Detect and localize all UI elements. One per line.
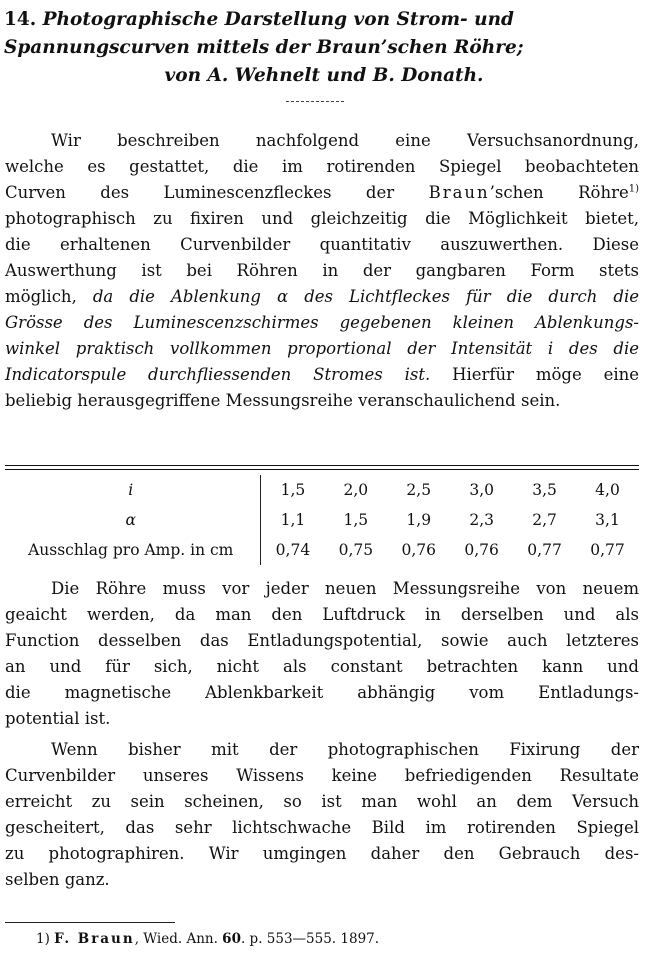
measurement-table (5, 475, 639, 565)
paragraph-1: Wir beschreiben nachfolgend eine Versuchsanordnung, welche es gestattet, die im rotirenden Spiegel beobachteten Curven des Luminescenzfleckes der Braun’schen Röhre$^{1)}$ photographisch zu fixiren und gleichzeitig die Möglichkeit bietet, die erhaltenen Curvenbilder quantitativ auszuwerthen. Diese Auswerthung ist bei Röhren in der gangbaren Form stets möglich, da die Ablenkung α des Lichtfleckes für die durch die Grösse des Luminescenzschirmes gegebenen kleinen Ablenkungs- winkel praktisch vollkommen proportional der Intensität i des die Indicatorspule durchfliessenden Stromes ist. Hierfür möge eine beliebig herausgegriffene Messungsreihe veranschaulichend sein. (5, 131, 639, 410)
title-authors: von A. Wehnelt und B. Donath. (164, 65, 484, 86)
footnote-author: F. Braun (54, 931, 135, 947)
title-line-1: 14. Photographische Darstellung von Strom- und (4, 9, 514, 30)
table-top-rule (5, 465, 639, 466)
footnote-marker: 1) (628, 183, 639, 195)
title-separator (286, 101, 344, 102)
table-row: Ausschlag pro Amp. in cm 0,74 0,75 0,76 0,76 0,77 0,77 (5, 535, 639, 565)
article-title (4, 6, 644, 90)
table-row: i 1,5 2,0 2,5 3,0 3,5 4,0 (5, 475, 639, 505)
article-number: 14. (4, 9, 37, 30)
footnote: 1) F. Braun, Wied. Ann. 60. p. 553—555. 1897. (36, 931, 380, 947)
footnote-volume: 60 (222, 931, 241, 947)
author-name-braun: Braun (428, 183, 490, 202)
table-row: α 1,1 1,5 1,9 2,3 2,7 3,1 (5, 505, 639, 535)
footnote-rule (5, 922, 175, 923)
paragraph-3: Wenn bisher mit der photographischen Fixirung der Curvenbilder unseres Wissens keine befriedigenden Resultate erreicht zu sein scheinen, so ist man wohl an dem Versuch gescheitert, das sehr lichtschwache Bild im rotirenden Spiegel zu photographiren. Wir umgingen daher den Gebrauch des- selben ganz. (5, 740, 639, 889)
title-line-2: Spannungscurven mittels der Braun’schen Röhre; (4, 37, 524, 58)
table-top-rule-2 (5, 469, 639, 470)
paragraph-2: Die Röhre muss vor jeder neuen Messungsreihe von neuem geaicht werden, da man den Luftdruck in derselben und als Function desselben das Entladungspotential, sowie auch letzteres an und für sich, nicht als constant betrachten kann und die magnetische Ablenkbarkeit abhängig vom Entladungs- potential ist. (5, 579, 639, 728)
footnote-marker: 1) (36, 931, 50, 947)
